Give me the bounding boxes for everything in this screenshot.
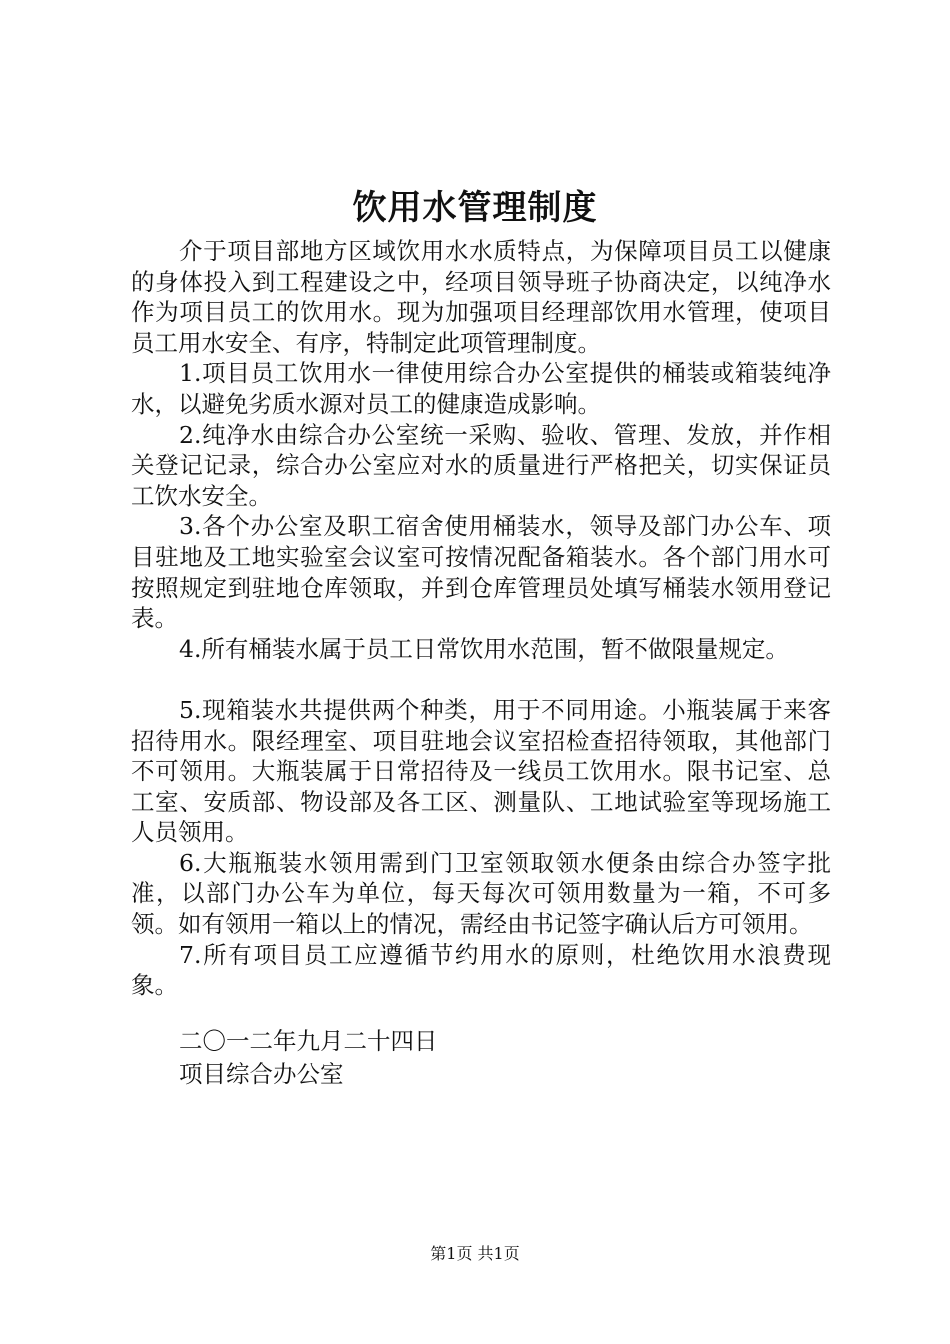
signoff-block	[179, 1025, 438, 1091]
document-body	[131, 236, 831, 1001]
intro-paragraph: 介于项目部地方区域饮用水水质特点，为保障项目员工以健康的身体投入到工程建设之中，经项目领导班子协商决定，以纯净水作为项目员工的饮用水。现为加强项目经理部饮用水管理，使项目员工用水安全、有序，特制定此项管理制度。	[131, 237, 831, 357]
rule-paragraph-1: 1.项目员工饮用水一律使用综合办公室提供的桶装或箱装纯净水，以避免劣质水源对员工的健康造成影响。	[131, 359, 831, 418]
document-date: 二〇一二年九月二十四日	[179, 1027, 438, 1055]
rule-paragraph-4: 4.所有桶装水属于员工日常饮用水范围，暂不做限量规定。	[179, 634, 789, 663]
page-number-footer: 第1页 共1页	[430, 1244, 520, 1263]
rule-paragraph-3: 3.各个办公室及职工宿舍使用桶装水，领导及部门办公车、项目驻地及工地实验室会议室可按情况配备箱装水。各个部门用水可按照规定到驻地仓库领取，并到仓库管理员处填写桶装水领用登记表。	[131, 512, 831, 633]
issuer-name: 项目综合办公室	[179, 1060, 344, 1088]
document-title: 饮用水管理制度	[352, 188, 598, 228]
rule-paragraph-5: 5.现箱装水共提供两个种类，用于不同用途。小瓶装属于来客招待用水。限经理室、项目驻地会议室招检查招待领取，其他部门不可领用。大瓶装属于日常招待及一线员工饮用水。限书记室、总工室、安质部、物设部及各工区、测量队、工地试验室等现场施工人员领用。	[131, 695, 831, 847]
rule-paragraph-2: 2.纯净水由综合办公室统一采购、验收、管理、发放，并作相关登记记录，综合办公室应对水的质量进行严格把关，切实保证员工饮水安全。	[131, 420, 831, 510]
rule-paragraph-7: 7.所有项目员工应遵循节约用水的原则，杜绝饮用水浪费现象。	[131, 940, 831, 1000]
rule-paragraph-6: 6.大瓶瓶装水领用需到门卫室领取领水便条由综合办签字批准，以部门办公车为单位，每天每次可领用数量为一箱，不可多领。如有领用一箱以上的情况，需经由书记签字确认后方可领用。	[131, 848, 831, 939]
